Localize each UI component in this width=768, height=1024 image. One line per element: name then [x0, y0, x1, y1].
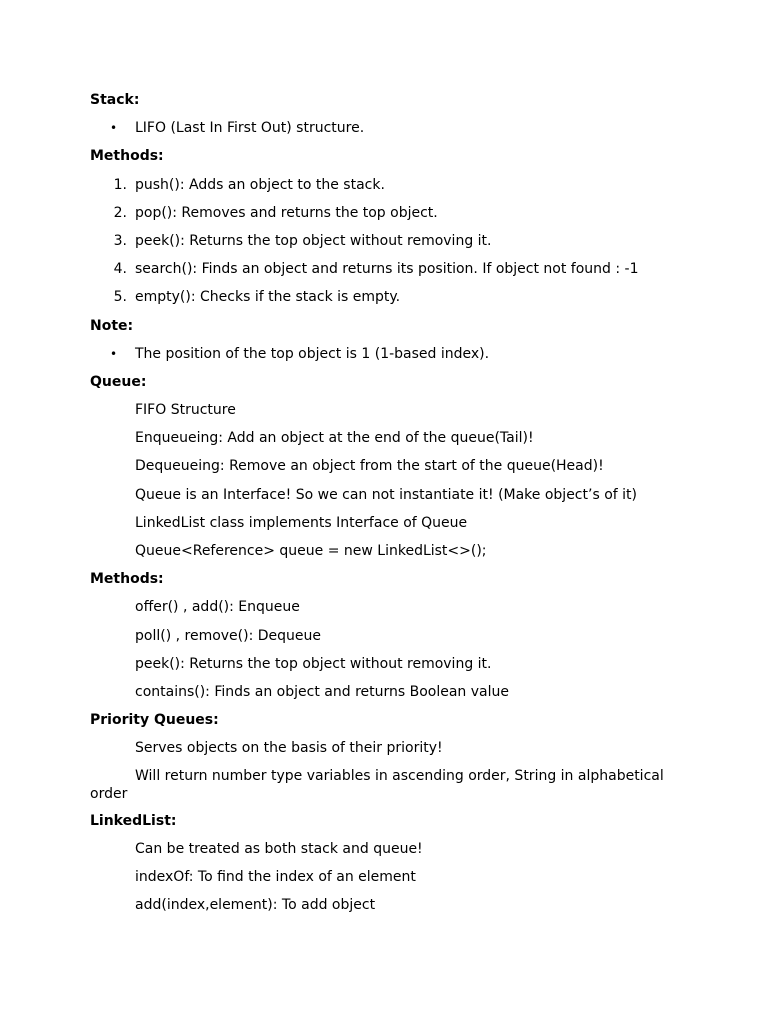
linkedlist-heading: LinkedList: [90, 812, 177, 829]
stack-method-text: peek(): Returns the top object without removing it. [135, 232, 492, 249]
stack-method-item [90, 287, 680, 307]
queue-line: LinkedList class implements Interface of Queue [135, 514, 468, 531]
queue-method-line: peek(): Returns the top object without removing it. [135, 655, 492, 672]
bullet-marker: • [110, 121, 118, 136]
stack-method-text: search(): Finds an object and returns its position. If object not found : -1 [135, 261, 639, 278]
queue-methods-heading: Methods: [90, 571, 164, 588]
linkedlist-line: indexOf: To find the index of an element [135, 869, 416, 886]
queue-heading: Queue: [90, 373, 147, 390]
priority-queue-line: Will return number type variables in ascending order, String in alphabetical order [90, 767, 664, 802]
item-number: 4. [113, 261, 127, 278]
stack-method-item [90, 175, 680, 195]
item-number: 3. [113, 232, 127, 249]
linkedlist-line: Can be treated as both stack and queue! [135, 840, 423, 857]
bullet-marker: • [110, 346, 118, 361]
stack-bullet-text: LIFO (Last In First Out) structure. [135, 120, 365, 137]
stack-method-text: pop(): Removes and returns the top object. [135, 204, 438, 221]
stack-method-item [90, 231, 680, 251]
item-number: 5. [113, 289, 127, 306]
item-number: 2. [113, 204, 127, 221]
queue-line: Queue<Reference> queue = new LinkedList<>(); [135, 543, 487, 559]
queue-line: Queue is an Interface! So we can not instantiate it! (Make object’s of it) [135, 486, 637, 503]
note-bullet-item [90, 344, 680, 364]
queue-method-line: offer() , add(): Enqueue [135, 599, 300, 616]
priority-queue-line: Serves objects on the basis of their priority! [135, 740, 443, 757]
priority-queues-heading: Priority Queues: [90, 712, 219, 729]
document-body [90, 90, 680, 923]
stack-method-item [90, 203, 680, 223]
stack-bullet-item [90, 118, 680, 138]
queue-line: Enqueueing: Add an object at the end of the queue(Tail)! [135, 430, 534, 447]
linkedlist-line: add(index,element): To add object [135, 897, 376, 914]
stack-method-text: empty(): Checks if the stack is empty. [135, 289, 401, 306]
stack-method-item [90, 259, 680, 279]
note-bullet-text: The position of the top object is 1 (1-based index). [135, 345, 490, 362]
stack-method-text: push(): Adds an object to the stack. [135, 176, 385, 193]
stack-methods-heading: Methods: [90, 148, 164, 165]
note-heading: Note: [90, 317, 134, 334]
queue-line: Dequeueing: Remove an object from the start of the queue(Head)! [135, 458, 604, 475]
queue-method-line: contains(): Finds an object and returns Boolean value [135, 683, 509, 700]
item-number: 1. [113, 176, 127, 193]
queue-line: FIFO Structure [135, 402, 236, 419]
stack-heading: Stack: [90, 92, 140, 108]
queue-method-line: poll() , remove(): Dequeue [135, 627, 322, 644]
